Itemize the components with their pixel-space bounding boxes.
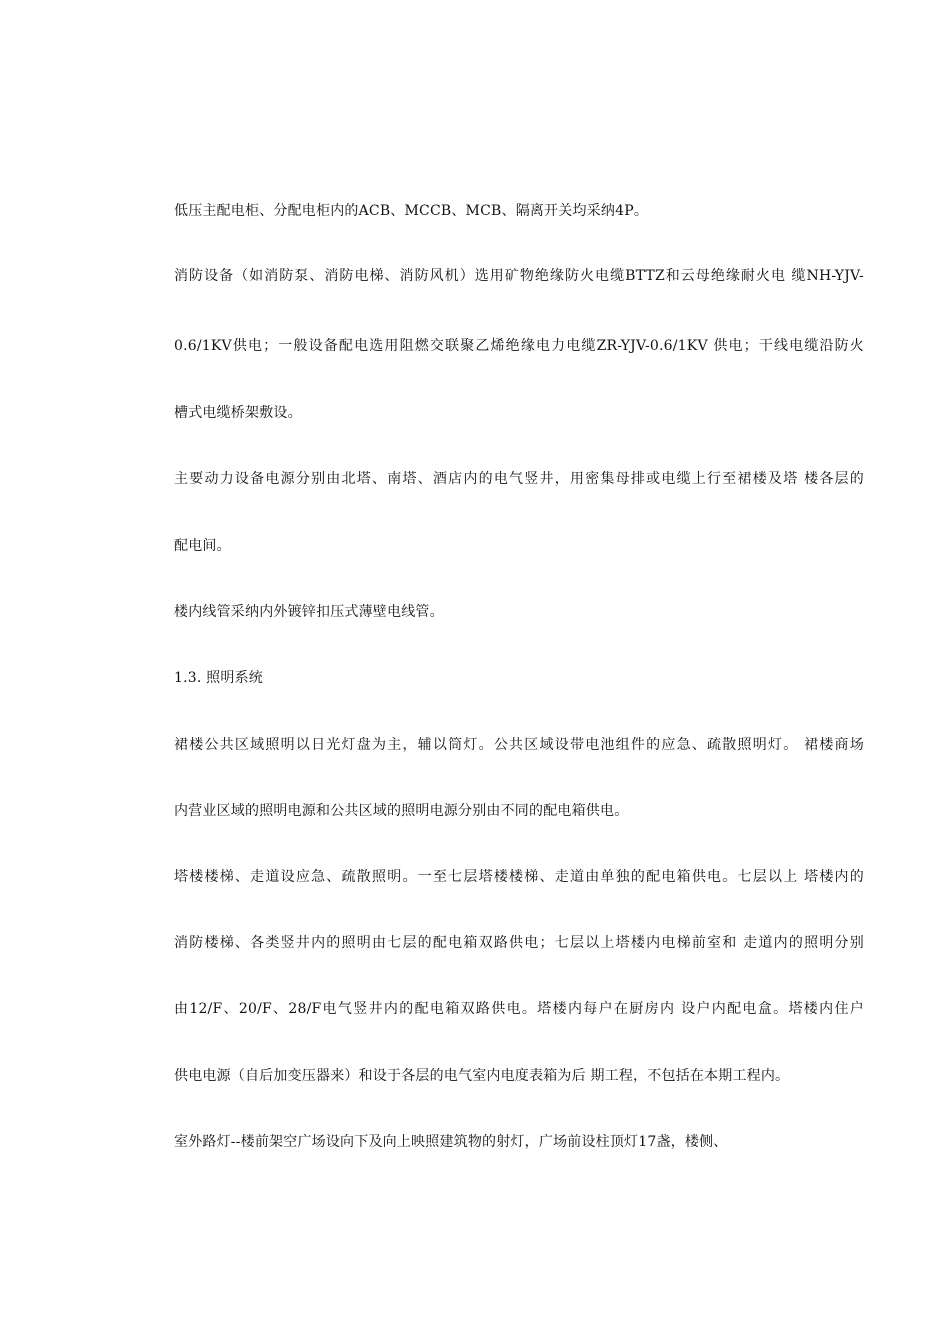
paragraph-conduit: 楼内线管采纳内外镀锌扣压式薄壁电线管。 bbox=[174, 604, 444, 620]
paragraph-tower-lighting-line-4: 供电电源（自后加变压器来）和设于各层的电气室内电度表箱为后 期工程，不包括在本期工程内。 bbox=[174, 1068, 790, 1084]
paragraph-tower-lighting-line-2: 消防楼梯、各类竖井内的照明由七层的配电箱双路供电；七层以上塔楼内电梯前室和 走道内的照明分别 bbox=[174, 935, 864, 951]
paragraph-switch-poles: 低压主配电柜、分配电柜内的ACB、MCCB、MCB、隔离开关均采纳4P。 bbox=[174, 203, 649, 219]
paragraph-fire-cable-line-3: 槽式电缆桥架敷设。 bbox=[174, 405, 302, 421]
paragraph-tower-lighting-line-3: 由12/F、20/F、28/F电气竖井内的配电箱双路供电。塔楼内每户在厨房内 设户内配电盒。塔楼内住户 bbox=[174, 1001, 864, 1017]
paragraph-fire-cable-line-1: 消防设备（如消防泵、消防电梯、消防风机）选用矿物绝缘防火电缆BTTZ和云母绝缘耐火电 缆NH-YJV- bbox=[174, 268, 864, 284]
section-heading-lighting: 1.3. 照明系统 bbox=[174, 670, 263, 686]
paragraph-power-supply-line-2: 配电间。 bbox=[174, 538, 231, 554]
paragraph-tower-lighting-line-1: 塔楼楼梯、走道设应急、疏散照明。一至七层塔楼楼梯、走道由单独的配电箱供电。七层以上 塔楼内的 bbox=[174, 869, 864, 885]
paragraph-outdoor-lighting: 室外路灯--楼前架空广场设向下及向上映照建筑物的射灯，广场前设柱顶灯17盏，楼侧、 bbox=[174, 1134, 728, 1150]
paragraph-podium-lighting-line-1: 裙楼公共区域照明以日光灯盘为主，辅以筒灯。公共区域设带电池组件的应急、疏散照明灯。 裙楼商场 bbox=[174, 737, 864, 753]
paragraph-podium-lighting-line-2: 内营业区域的照明电源和公共区域的照明电源分别由不同的配电箱供电。 bbox=[174, 803, 629, 819]
paragraph-power-supply-line-1: 主要动力设备电源分别由北塔、南塔、酒店内的电气竖井，用密集母排或电缆上行至裙楼及塔 楼各层的 bbox=[174, 471, 864, 487]
paragraph-fire-cable-line-2: 0.6/1KV供电；一般设备配电选用阻燃交联聚乙烯绝缘电力电缆ZR-YJV-0.6/1KV 供电；干线电缆沿防火 bbox=[174, 338, 864, 354]
